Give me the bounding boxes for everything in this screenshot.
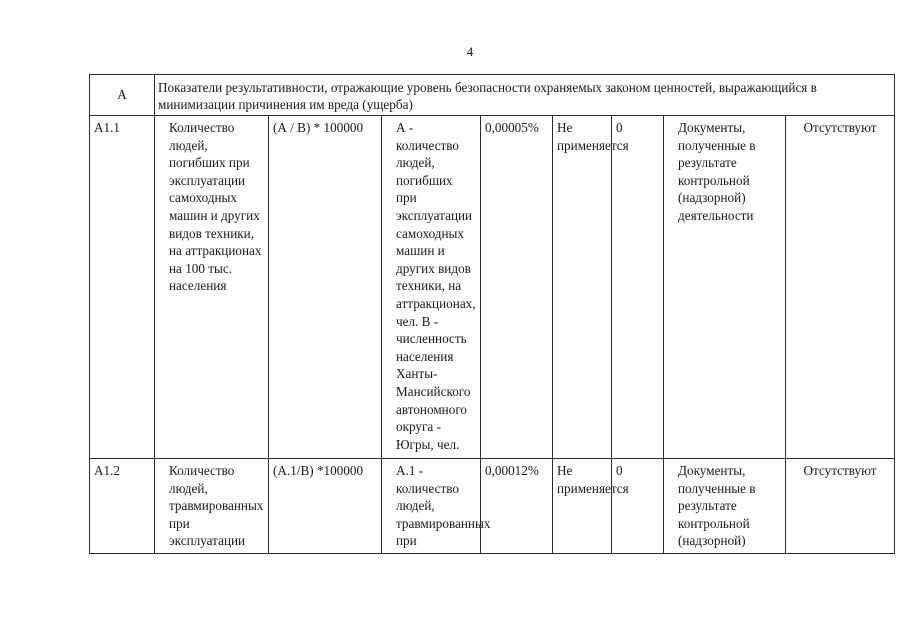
indicator-name: Количество людей, погибших при эксплуатации самоходных машин и других видов техники, на аттракционах на 100 тыс. населения xyxy=(155,116,269,459)
indicators-table xyxy=(89,74,895,554)
indicator-applicability: Не применяется xyxy=(553,459,612,554)
indicator-variables: А.1 - количество людей, травмированных при xyxy=(382,459,481,554)
indicator-value: 0,00005% xyxy=(481,116,553,459)
section-title: Показатели результативности, отражающие уровень безопасности охраняемых законом ценностей, выражающийся в минимизации причинения им вреда (ущерба) xyxy=(155,75,895,116)
indicator-formula: (А / В) * 100000 xyxy=(269,116,382,459)
section-header-row xyxy=(90,75,895,116)
indicator-source: Документы, полученные в результате контрольной (надзорной) xyxy=(664,459,786,554)
indicator-formula: (А.1/В) *100000 xyxy=(269,459,382,554)
indicator-code: А1.1 xyxy=(90,116,155,459)
indicator-zero: 0 xyxy=(612,459,664,554)
table-row xyxy=(90,116,895,459)
indicator-variables: А - количество людей, погибших при эксплуатации самоходных машин и других видов техники, на аттракционах, чел. В - численность населения Ханты-Мансийского автономного округа - Югры, чел. xyxy=(382,116,481,459)
indicator-value: 0,00012% xyxy=(481,459,553,554)
indicator-note: Отсутствуют xyxy=(786,459,895,554)
page-number: 4 xyxy=(466,44,474,59)
indicator-name: Количество людей, травмированных при эксплуатации xyxy=(155,459,269,554)
table-row xyxy=(90,459,895,554)
indicator-source: Документы, полученные в результате контрольной (надзорной) деятельности xyxy=(664,116,786,459)
indicator-code: А1.2 xyxy=(90,459,155,554)
indicator-zero: 0 xyxy=(612,116,664,459)
section-code: А xyxy=(90,75,155,116)
indicator-note: Отсутствуют xyxy=(786,116,895,459)
indicator-applicability: Не применяется xyxy=(553,116,612,459)
